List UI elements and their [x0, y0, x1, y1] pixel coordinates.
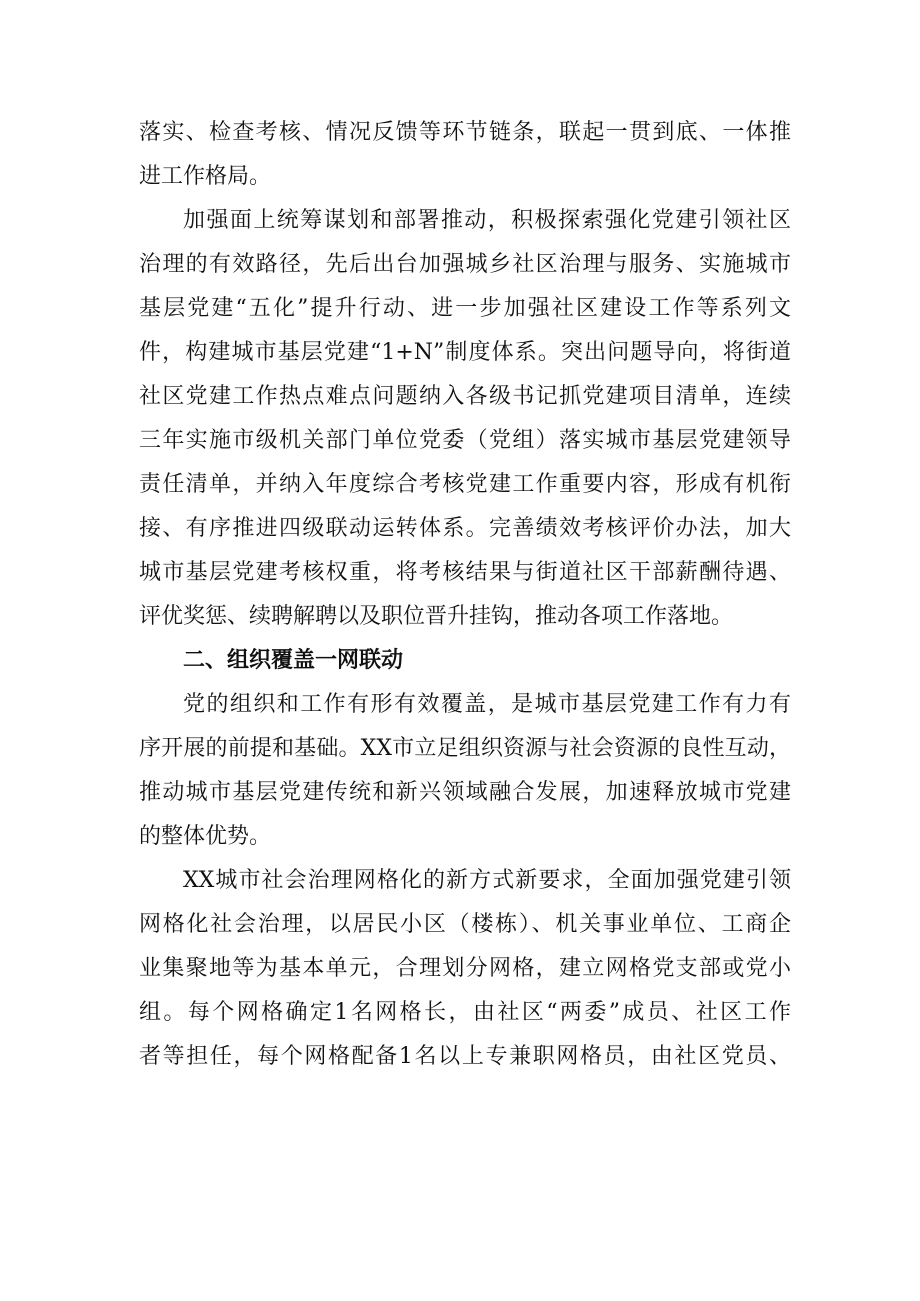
- text-line: 社区党建工作热点难点问题纳入各级书记抓党建项目清单，连续: [139, 384, 791, 409]
- document-body: [139, 111, 791, 1079]
- text-line: 序开展的前提和基础。XX市立足组织资源与社会资源的良性互动，: [139, 736, 791, 761]
- text-line: 评优奖惩、续聘解聘以及职位晋升挂钩，推动各项工作落地。: [139, 604, 734, 629]
- text-line: 件，构建城市基层党建“1+N”制度体系。突出问题导向，将街道: [139, 340, 791, 365]
- text-line: 的整体优势。: [139, 824, 272, 849]
- text-line: 落实、检查考核、情况反馈等环节链条，联起一贯到底、一体推: [139, 120, 791, 145]
- paragraph-overall-planning: [139, 199, 791, 639]
- text-line: 基层党建“五化”提升行动、进一步加强社区建设工作等系列文: [139, 296, 791, 321]
- text-line: 业集聚地等为基本单元，合理划分网格，建立网格党支部或党小: [139, 956, 791, 981]
- text-line: 网格化社会治理，以居民小区（楼栋）、机关事业单位、工商企: [139, 912, 791, 937]
- text-line: 推动城市基层党建传统和新兴领域融合发展，加速释放城市党建: [139, 780, 791, 805]
- paragraph-organization-coverage: [139, 683, 791, 859]
- text-line: 党的组织和工作有形有效覆盖，是城市基层党建工作有力有: [183, 692, 791, 717]
- section-heading-text: 二、组织覆盖一网联动: [183, 648, 404, 673]
- text-line: 责任清单，并纳入年度综合考核党建工作重要内容，形成有机衔: [139, 472, 791, 497]
- text-line: 接、有序推进四级联动运转体系。完善绩效考核评价办法，加大: [139, 516, 791, 541]
- paragraph-continuation: [139, 111, 791, 199]
- text-line: XX城市社会治理网格化的新方式新要求，全面加强党建引领: [183, 868, 791, 893]
- text-line: 者等担任，每个网格配备1名以上专兼职网格员，由社区党员、: [139, 1044, 791, 1069]
- text-line: 组。每个网格确定1名网格长，由社区“两委”成员、社区工作: [139, 1000, 791, 1025]
- text-line: 进工作格局。: [139, 164, 272, 189]
- text-line: 加强面上统筹谋划和部署推动，积极探索强化党建引领社区: [183, 208, 791, 233]
- text-line: 城市基层党建考核权重，将考核结果与街道社区干部薪酬待遇、: [139, 560, 791, 585]
- paragraph-grid-governance: [139, 859, 791, 1079]
- section-heading: [139, 639, 791, 683]
- text-line: 治理的有效路径，先后出台加强城乡社区治理与服务、实施城市: [139, 252, 791, 277]
- text-line: 三年实施市级机关部门单位党委（党组）落实城市基层党建领导: [139, 428, 791, 453]
